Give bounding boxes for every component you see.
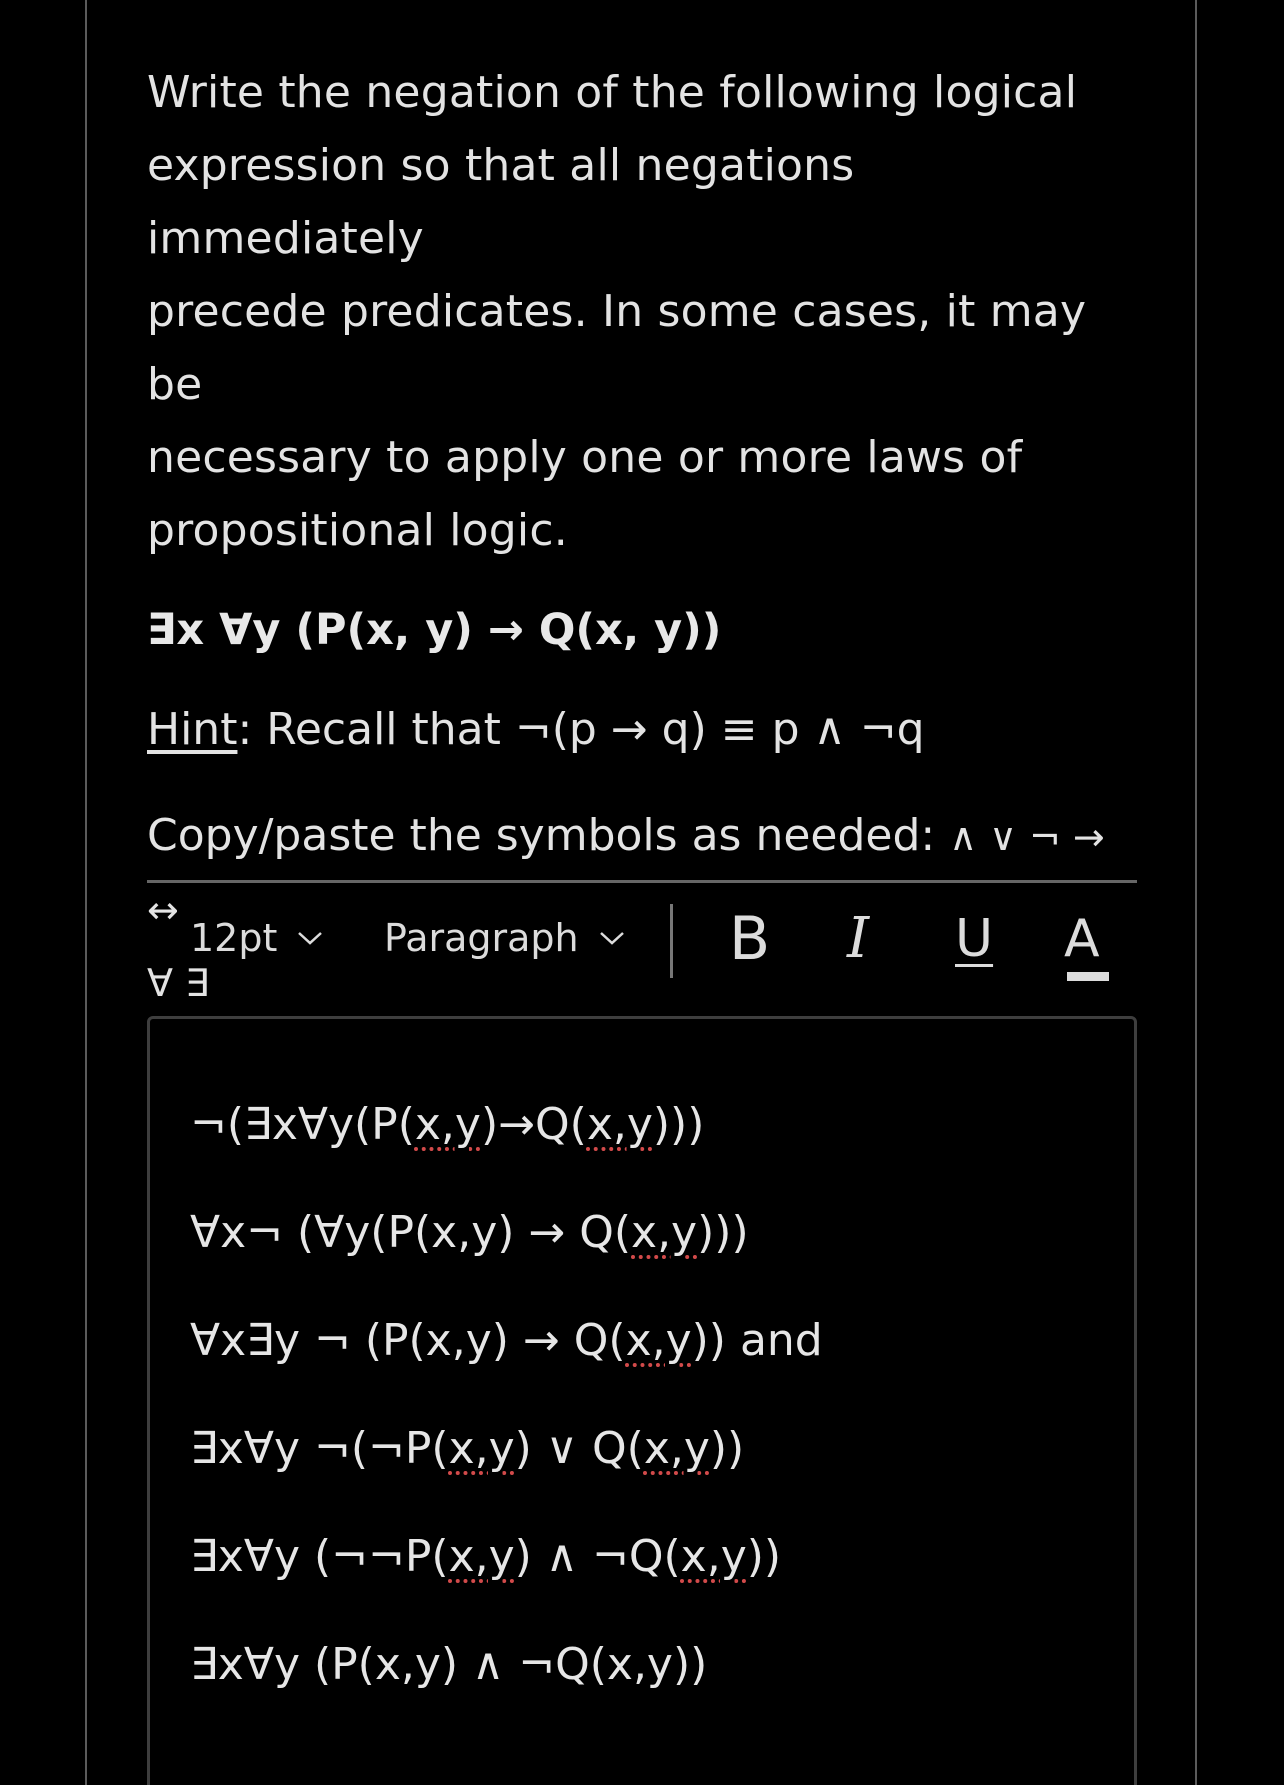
answer-text: ) ∧ ¬Q( <box>514 1531 681 1582</box>
spellcheck-word: x,y <box>448 1531 515 1582</box>
answer-text: )) and <box>691 1315 823 1366</box>
answer-text: ¬(∃x∀y(P( <box>190 1099 415 1150</box>
hint <box>147 700 1137 760</box>
editor-toolbar <box>147 900 1137 982</box>
spellcheck-word: x,y <box>448 1423 515 1474</box>
answer-text: ∃x∀y (P(x,y) ∧ ¬Q(x,y)) <box>190 1639 708 1690</box>
bold-button[interactable]: B <box>729 904 771 974</box>
answer-editor[interactable] <box>147 1016 1137 1785</box>
hint-text: : Recall that ¬(p → q) ≡ p ∧ ¬q <box>237 704 925 755</box>
answer-text: ∃x∀y ¬(¬P( <box>190 1423 449 1474</box>
answer-text: ∃x∀y (¬¬P( <box>190 1531 449 1582</box>
underline-button[interactable]: U <box>955 909 994 969</box>
block-format-dropdown[interactable] <box>384 916 625 960</box>
answer-line <box>190 1203 749 1263</box>
answer-line <box>190 1527 781 1587</box>
answer-line <box>190 1311 823 1371</box>
answer-text: ∀x¬ (∀y(P(x,y) → Q( <box>190 1207 632 1258</box>
answer-line <box>190 1095 704 1155</box>
text-color-button[interactable]: A <box>1064 909 1100 969</box>
answer-text: ∀x∃y ¬ (P(x,y) → Q( <box>190 1315 626 1366</box>
answer-text: ))) <box>697 1207 749 1258</box>
question-line: necessary to apply one or more laws of <box>147 432 1023 483</box>
symbols-label: Copy/paste the symbols as needed: <box>147 810 936 861</box>
answer-line <box>190 1419 744 1479</box>
spellcheck-word: x,y <box>643 1423 710 1474</box>
answer-text: ))) <box>652 1099 705 1150</box>
answer-text: )) <box>709 1423 745 1474</box>
hint-label: Hint <box>147 704 238 755</box>
spellcheck-word: x,y <box>680 1531 747 1582</box>
question-line: Write the negation of the following logical <box>147 67 1078 118</box>
answer-text: )) <box>746 1531 782 1582</box>
question-line: propositional logic. <box>147 505 568 556</box>
toolbar-separator <box>670 904 673 978</box>
answer-text: ) ∨ Q( <box>514 1423 644 1474</box>
block-format-value: Paragraph <box>384 916 579 960</box>
symbols-row-1: ∧ ∨ ¬ → ↔ <box>147 815 1105 932</box>
spellcheck-word: x,y <box>631 1207 698 1258</box>
logical-expression: ∃x ∀y (P(x, y) → Q(x, y)) <box>147 605 722 655</box>
question-line: expression so that all negations immediately <box>147 140 855 264</box>
font-size-value: 12pt <box>190 916 278 960</box>
spellcheck-word: x,y <box>625 1315 692 1366</box>
answer-text: )→Q( <box>480 1099 587 1150</box>
symbols-row-2: ∀ ∃ <box>147 961 210 1005</box>
toolbar-divider <box>147 880 1137 883</box>
italic-button[interactable]: I <box>847 906 870 971</box>
spellcheck-word: x,y <box>414 1099 481 1150</box>
spellcheck-word: x,y <box>586 1099 653 1150</box>
question-line: precede predicates. In some cases, it may be <box>147 286 1087 410</box>
answer-line <box>190 1635 707 1695</box>
font-size-dropdown[interactable] <box>190 916 323 960</box>
question-content <box>147 56 1137 1019</box>
chevron-down-icon <box>297 930 323 946</box>
question-text <box>147 56 1137 567</box>
text-color-swatch <box>1067 972 1109 981</box>
chevron-down-icon <box>599 930 625 946</box>
